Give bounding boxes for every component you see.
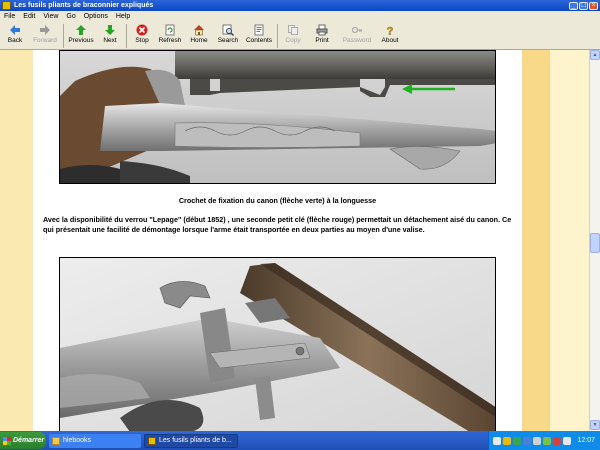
page-content: [33, 50, 522, 431]
back-label: Back: [7, 37, 23, 44]
contents-icon: [253, 24, 265, 36]
previous-label: Previous: [68, 37, 94, 44]
scroll-thumb[interactable]: [590, 233, 600, 253]
previous-button[interactable]: [66, 22, 96, 50]
refresh-label: Refresh: [158, 37, 182, 44]
password-button[interactable]: [338, 22, 376, 50]
windows-flag-icon: [3, 437, 11, 445]
menu-file[interactable]: File: [4, 13, 16, 20]
start-button[interactable]: [0, 432, 46, 449]
back-button[interactable]: [1, 22, 29, 50]
folder-icon: [52, 437, 60, 445]
search-button[interactable]: [213, 22, 243, 50]
app-icon: [2, 1, 11, 10]
menu-go[interactable]: Go: [66, 13, 76, 20]
copy-label: Copy: [285, 37, 301, 44]
refresh-icon: [164, 24, 176, 36]
menu-edit[interactable]: Edit: [23, 13, 36, 20]
page-viewport[interactable]: [0, 50, 589, 431]
tray-security-icon[interactable]: [513, 437, 521, 445]
about-label: About: [381, 37, 399, 44]
task-label: hlebooks: [63, 437, 92, 444]
start-label: Démarrer: [13, 437, 45, 444]
copy-icon: [287, 24, 299, 36]
copy-button[interactable]: [280, 22, 306, 50]
scroll-up-icon[interactable]: ▲: [590, 50, 600, 60]
minimize-button[interactable]: _: [569, 2, 578, 10]
scroll-down-icon[interactable]: ▼: [590, 420, 600, 430]
back-icon: [9, 24, 21, 36]
forward-button[interactable]: [29, 22, 61, 50]
task-label: Les fusils pliants de b...: [159, 437, 232, 444]
next-button[interactable]: [96, 22, 124, 50]
stop-button[interactable]: [129, 22, 155, 50]
tray-network-icon[interactable]: [493, 437, 501, 445]
window-title: Les fusils pliants de braconnier expliqués: [14, 2, 154, 9]
about-button[interactable]: [376, 22, 404, 50]
stop-icon: [136, 24, 148, 36]
taskbar: [0, 431, 600, 450]
decor-stripe-light: [550, 50, 589, 431]
print-label: Print: [315, 37, 329, 44]
title-bar: [0, 0, 600, 11]
search-icon: [222, 24, 234, 36]
toolbar-separator: [277, 24, 278, 48]
home-button[interactable]: [185, 22, 213, 50]
tray-antivirus-icon[interactable]: [553, 437, 561, 445]
gun-photo-barrel-hook: [59, 50, 496, 184]
forward-icon: [39, 24, 51, 36]
password-icon: [351, 24, 363, 36]
next-icon: [104, 24, 116, 36]
contents-button[interactable]: [243, 22, 275, 50]
task-button-ebook[interactable]: [144, 434, 238, 448]
print-icon: [316, 24, 328, 36]
vertical-scrollbar[interactable]: [589, 50, 600, 431]
paragraph-lepage-lock: Avec la disponibilité du verrou "Lepage" (début 1852) , une seconde petit clé (flèche rouge) permettait un détachement aisé du canon. Ce qui présentait une facilité de démontage lorsque l'arme était transportée en deux parties au moyen d'une valise.: [43, 215, 512, 234]
home-icon: [193, 24, 205, 36]
previous-icon: [75, 24, 87, 36]
close-button[interactable]: ×: [589, 2, 598, 10]
caption-barrel-hook: Crochet de fixation du canon (flèche verte) à la longuesse: [178, 196, 377, 205]
home-label: Home: [190, 37, 208, 44]
maximize-button[interactable]: □: [579, 2, 588, 10]
gun-photo-disassembly: [59, 257, 496, 431]
system-tray: [488, 431, 600, 450]
toolbar-separator: [63, 24, 64, 48]
tray-volume-icon[interactable]: [533, 437, 541, 445]
stop-label: Stop: [135, 37, 149, 44]
toolbar-separator: [126, 24, 127, 48]
print-button[interactable]: [306, 22, 338, 50]
menu-help[interactable]: Help: [115, 13, 131, 20]
refresh-button[interactable]: [155, 22, 185, 50]
tray-update-icon[interactable]: [543, 437, 551, 445]
toolbar: [0, 22, 600, 50]
menu-view[interactable]: View: [43, 13, 59, 20]
svg-text:?: ?: [386, 25, 394, 36]
decor-stripe-dark: [522, 50, 550, 431]
contents-label: Contents: [245, 37, 273, 44]
password-label: Password: [342, 37, 372, 44]
tray-device-icon[interactable]: [563, 437, 571, 445]
next-label: Next: [103, 37, 117, 44]
taskbar-clock: 12:07: [577, 437, 595, 444]
search-label: Search: [217, 37, 239, 44]
tray-monitor-icon[interactable]: [523, 437, 531, 445]
tray-app-icon[interactable]: [503, 437, 511, 445]
ebook-icon: [148, 437, 156, 445]
menu-bar: [0, 11, 600, 22]
forward-label: Forward: [33, 37, 57, 44]
task-button-hlebooks[interactable]: [49, 434, 141, 448]
about-icon: [384, 24, 396, 36]
menu-options[interactable]: Options: [83, 13, 108, 20]
